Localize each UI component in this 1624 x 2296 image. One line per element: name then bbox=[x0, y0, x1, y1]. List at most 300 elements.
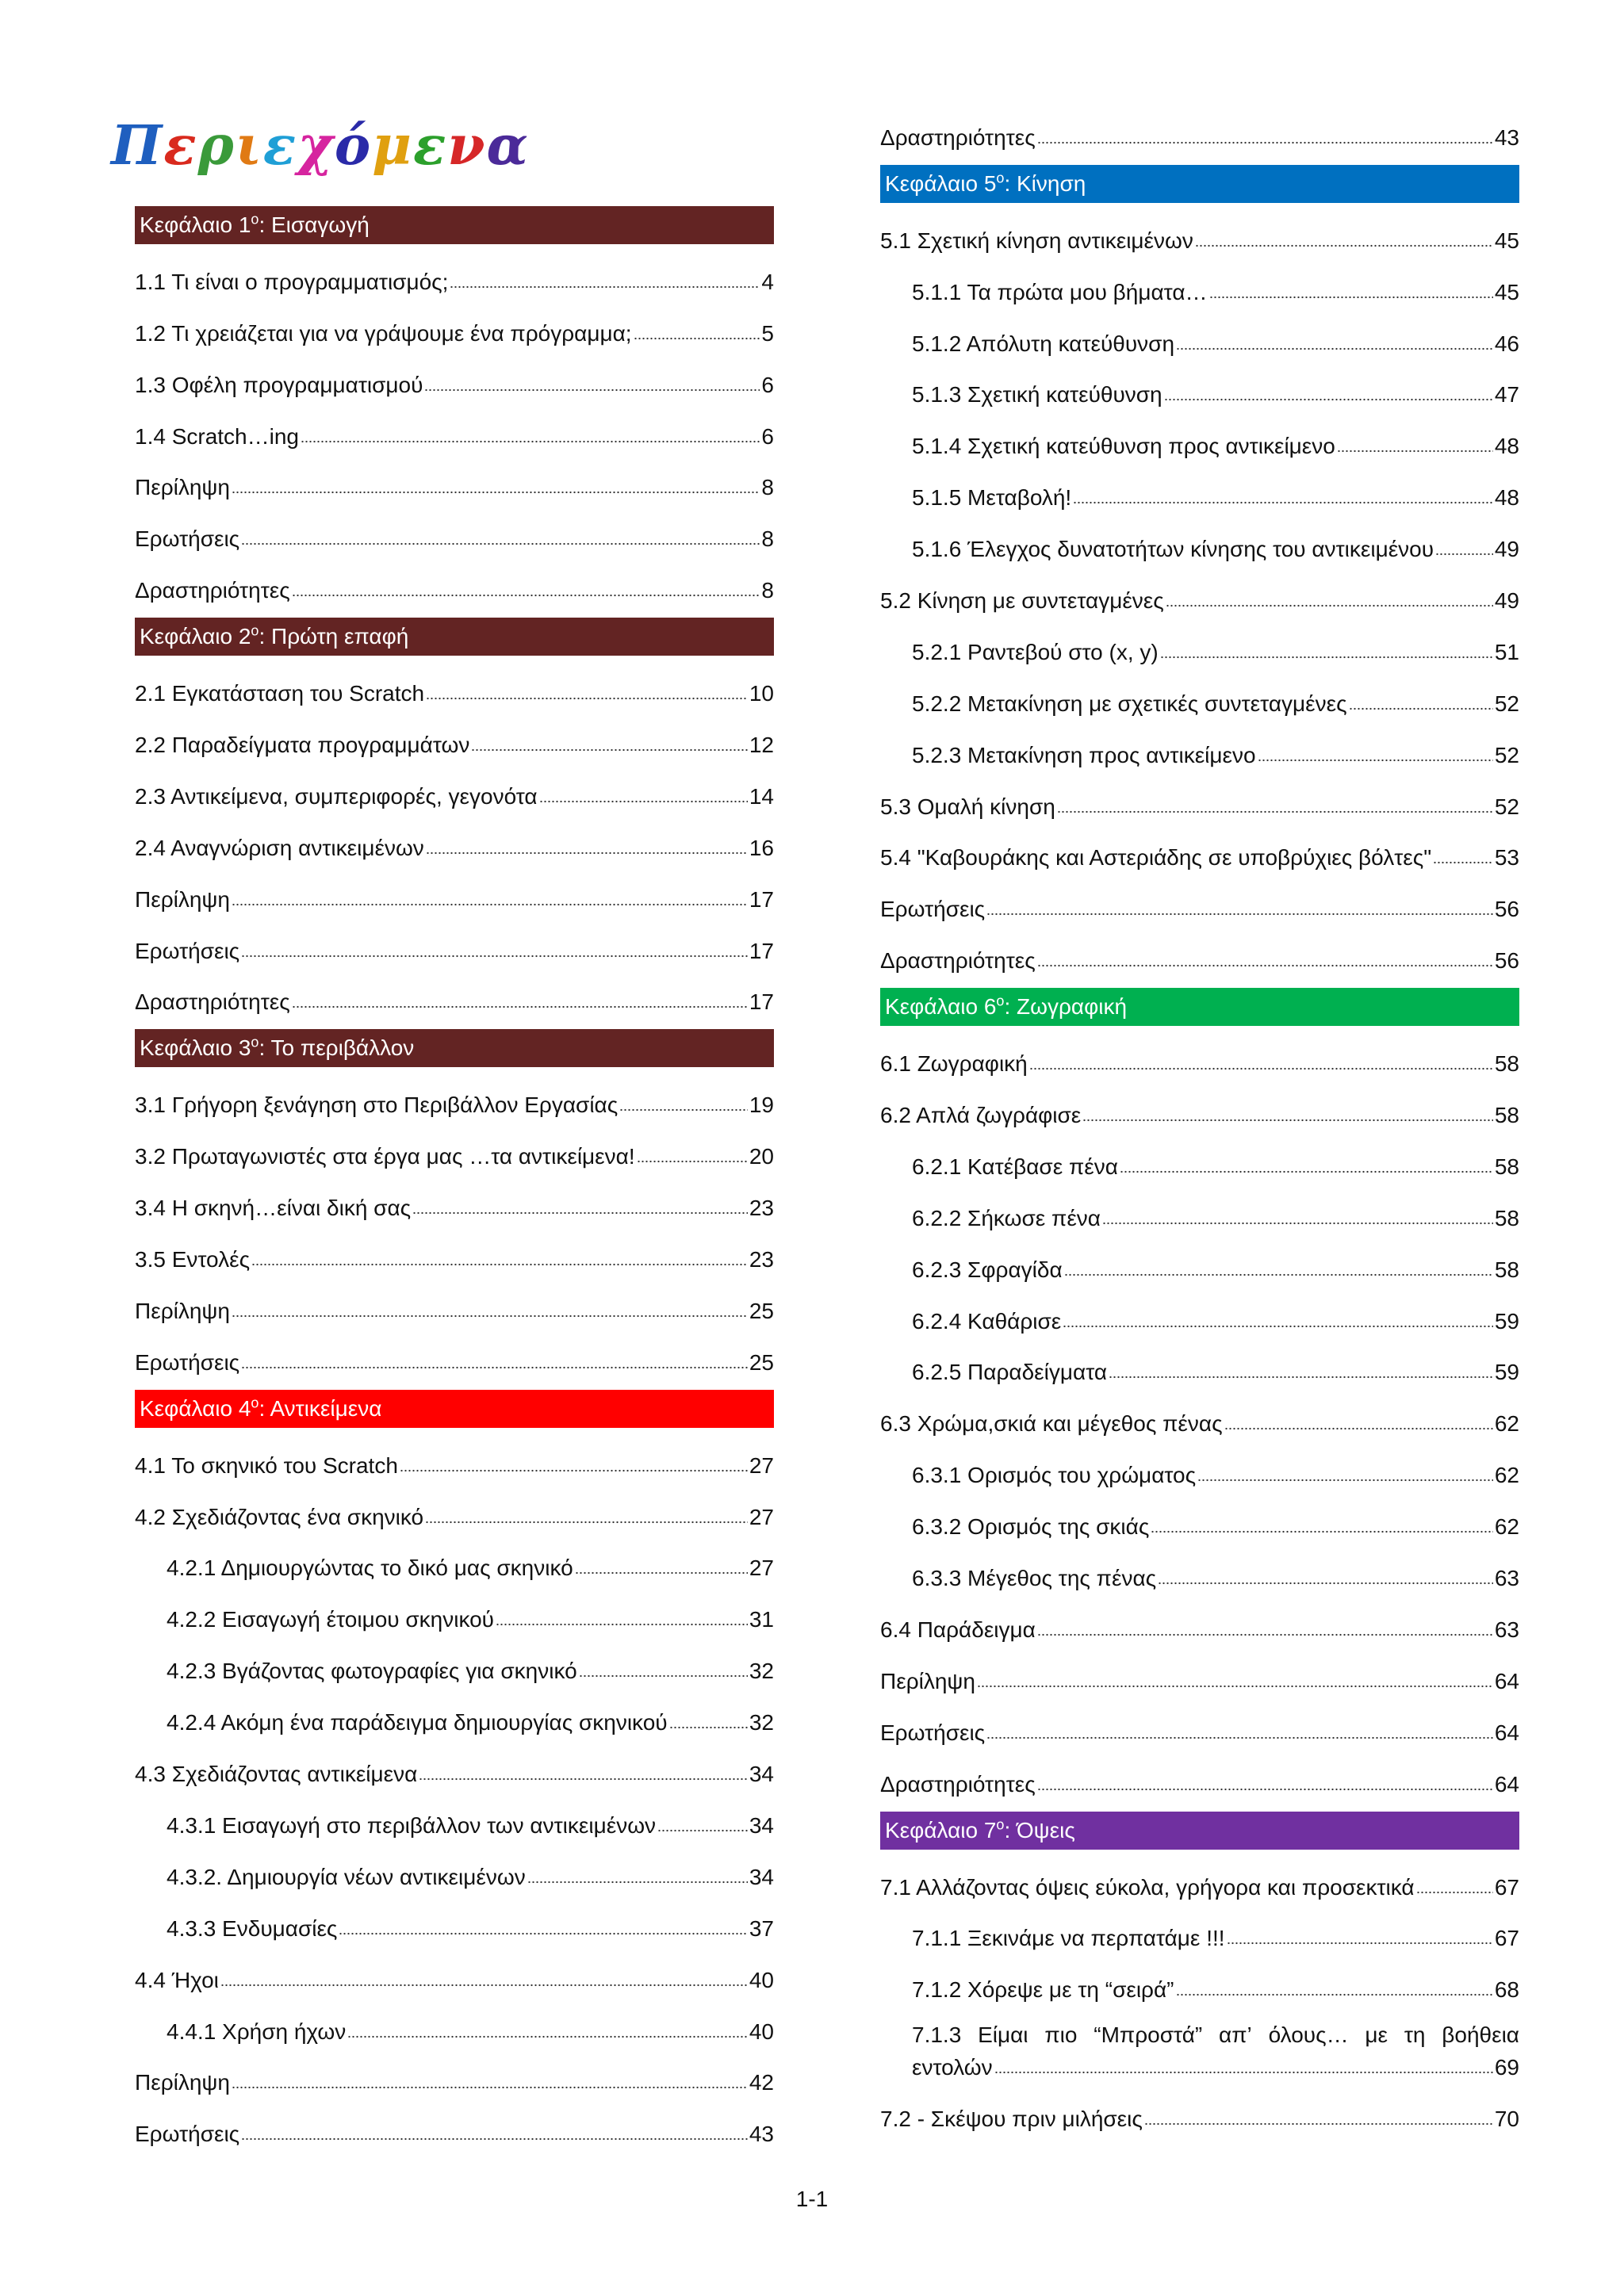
toc-page-number: 49 bbox=[1494, 588, 1519, 614]
dot-leader bbox=[619, 1108, 748, 1112]
toc-entry-text: 4.1 Το σκηνικό του Scratch bbox=[135, 1452, 398, 1478]
toc-entry-text: 7.1.2 Χόρεψε με τη “σειρά” bbox=[912, 1977, 1174, 2003]
dot-leader bbox=[1176, 1993, 1493, 1996]
dot-leader bbox=[634, 337, 760, 340]
toc-entry-text: 5.1.4 Σχετική κατεύθυνση προς αντικείμενο bbox=[912, 434, 1335, 459]
dot-leader bbox=[450, 285, 760, 289]
toc-page-number: 25 bbox=[749, 1349, 774, 1375]
toc-entry[interactable] bbox=[135, 1332, 774, 1383]
toc-entry-text: Ερωτήσεις bbox=[135, 1349, 240, 1375]
dot-leader bbox=[1435, 553, 1493, 556]
toc-entry-text: 3.1 Γρήγορη ξενάγηση στο Περιβάλλον Εργασίας bbox=[135, 1093, 619, 1118]
toc-entry[interactable] bbox=[880, 878, 1519, 930]
toc-entry[interactable] bbox=[880, 673, 1519, 725]
toc-entry[interactable] bbox=[880, 519, 1519, 570]
toc-page-number: 48 bbox=[1494, 434, 1519, 459]
toc-entry[interactable] bbox=[880, 1033, 1519, 1085]
toc-page-number: 56 bbox=[1494, 948, 1519, 974]
toc-page-number: 59 bbox=[1494, 1308, 1519, 1334]
dot-leader bbox=[539, 800, 748, 803]
dot-leader bbox=[1102, 1222, 1493, 1225]
chapter-title: : Εισαγωγή bbox=[259, 212, 370, 237]
toc-page-number: 31 bbox=[749, 1607, 774, 1632]
toc-entry[interactable] bbox=[135, 817, 774, 869]
dot-leader bbox=[1416, 1891, 1493, 1894]
toc-page-number: 32 bbox=[749, 1710, 774, 1735]
toc-entry-line bbox=[912, 2053, 1519, 2082]
toc-entry[interactable] bbox=[880, 1188, 1519, 1239]
title-letter: ό bbox=[334, 114, 373, 178]
dot-leader bbox=[1209, 296, 1493, 299]
toc-entry[interactable] bbox=[135, 508, 774, 560]
toc-page-number: 43 bbox=[749, 2122, 774, 2147]
toc-page-number: 58 bbox=[1494, 1257, 1519, 1282]
toc-entry-text: 4.2 Σχεδιάζοντας ένα σκηνικό bbox=[135, 1504, 424, 1529]
toc-entry-text: 6.3.1 Ορισμός του χρώματος bbox=[912, 1463, 1197, 1488]
toc-entry-text: Ερωτήσεις bbox=[880, 1720, 986, 1745]
toc-entry-word: όλους… bbox=[1268, 2022, 1349, 2048]
toc-entry-text: Δραστηριότητες bbox=[135, 578, 290, 603]
toc-entry-text: 5.2.2 Μετακίνηση με σχετικές συντεταγμένες bbox=[912, 691, 1347, 716]
title-letter: χ bbox=[297, 114, 335, 178]
dot-leader bbox=[1063, 1325, 1493, 1328]
dot-leader bbox=[1337, 450, 1493, 453]
toc-entry[interactable] bbox=[135, 1589, 774, 1640]
dot-leader bbox=[1082, 1119, 1493, 1122]
toc-entry[interactable] bbox=[880, 313, 1519, 365]
toc-entry[interactable] bbox=[880, 1702, 1519, 1754]
chapter-header bbox=[135, 618, 774, 656]
chapter-title: : Όψεις bbox=[1004, 1817, 1075, 1843]
toc-entry[interactable] bbox=[880, 930, 1519, 982]
toc-page-number: 51 bbox=[1494, 639, 1519, 664]
toc-entry-text: 5.1.5 Μεταβολή! bbox=[912, 485, 1072, 511]
toc-entry-text: Δραστηριότητες bbox=[880, 124, 1036, 150]
toc-entry[interactable] bbox=[135, 1229, 774, 1280]
toc-entry-text: 4.3.1 Εισαγωγή στο περιβάλλον των αντικειμένων bbox=[167, 1812, 657, 1838]
toc-entry-text: 4.2.4 Ακόμη ένα παράδειγμα δημιουργίας σκηνικού bbox=[167, 1710, 668, 1735]
dot-leader bbox=[1073, 501, 1493, 504]
toc-entry-text: Περίληψη bbox=[135, 886, 230, 912]
toc-entry[interactable] bbox=[135, 1692, 774, 1743]
toc-entry[interactable] bbox=[880, 1239, 1519, 1291]
toc-page-number: 40 bbox=[749, 2019, 774, 2044]
toc-page-number: 17 bbox=[749, 938, 774, 963]
chapter-title: : Πρώτη επαφή bbox=[259, 624, 409, 649]
toc-page-number: 63 bbox=[1494, 1566, 1519, 1591]
chapter-header bbox=[135, 1390, 774, 1428]
chapter-header bbox=[135, 1029, 774, 1067]
toc-entry[interactable] bbox=[880, 1496, 1519, 1548]
title-letter: μ bbox=[372, 114, 413, 178]
toc-entry[interactable] bbox=[135, 1640, 774, 1692]
toc-entry[interactable] bbox=[880, 107, 1519, 159]
toc-page-number: 62 bbox=[1494, 1411, 1519, 1437]
toc-entry-text: 4.4 Ήχοι bbox=[135, 1967, 219, 1992]
dot-leader bbox=[241, 2137, 748, 2141]
chapter-label: Κεφάλαιο 7 bbox=[885, 1817, 997, 1843]
chapter-label: Κεφάλαιο 6 bbox=[885, 994, 997, 1020]
chapter-title: : Ζωγραφική bbox=[1004, 994, 1128, 1020]
toc-entry-text: Δραστηριότητες bbox=[880, 1771, 1036, 1797]
toc-page-number: 34 bbox=[749, 1864, 774, 1889]
toc-page-number: 6 bbox=[761, 372, 774, 397]
dot-leader bbox=[1109, 1376, 1493, 1379]
chapter-header bbox=[880, 988, 1519, 1026]
toc-entry[interactable] bbox=[880, 262, 1519, 313]
dot-leader bbox=[575, 1571, 748, 1575]
toc-entry-text: 5.1.2 Απόλυτη κατεύθυνση bbox=[912, 331, 1175, 356]
dot-leader bbox=[424, 388, 760, 392]
toc-entry-text: 5.1.1 Τα πρώτα μου βήματα… bbox=[912, 279, 1208, 304]
toc-entry-text: Ερωτήσεις bbox=[880, 897, 986, 922]
dot-leader bbox=[232, 491, 760, 494]
toc-page-number: 23 bbox=[749, 1247, 774, 1272]
toc-entry[interactable] bbox=[880, 828, 1519, 879]
toc-page-number: 40 bbox=[749, 1967, 774, 1992]
toc-page-number: 49 bbox=[1494, 537, 1519, 562]
toc-entry[interactable] bbox=[135, 663, 774, 714]
toc-entry[interactable] bbox=[880, 1599, 1519, 1651]
dot-leader bbox=[400, 1469, 748, 1472]
title-letter: Π bbox=[111, 114, 164, 178]
toc-entry-text: 5.1.6 Έλεγχος δυνατοτήτων κίνησης του αντικειμένου bbox=[912, 537, 1434, 562]
toc-entry[interactable] bbox=[880, 776, 1519, 828]
toc-entry-text: 5.2 Κίνηση με συντεταγμένες bbox=[880, 588, 1164, 614]
toc-page-number: 62 bbox=[1494, 1514, 1519, 1540]
toc-entry-text: 2.2 Παραδείγματα προγραμμάτων bbox=[135, 733, 470, 758]
chapter-ordinal: ο bbox=[251, 622, 259, 639]
dot-leader bbox=[471, 748, 747, 752]
toc-page-number: 23 bbox=[749, 1196, 774, 1221]
toc-entry[interactable] bbox=[880, 1651, 1519, 1702]
dot-leader bbox=[1037, 1788, 1493, 1791]
toc-page-number: 27 bbox=[749, 1504, 774, 1529]
toc-entry[interactable] bbox=[135, 354, 774, 406]
toc-page-number: 27 bbox=[749, 1452, 774, 1478]
toc-page-number: 5 bbox=[761, 320, 774, 346]
toc-page-number: 14 bbox=[749, 783, 774, 809]
toc-entry[interactable] bbox=[135, 920, 774, 972]
dot-leader bbox=[1057, 810, 1493, 813]
toc-page-number: 16 bbox=[749, 835, 774, 860]
dot-leader bbox=[1176, 347, 1493, 350]
chapter-ordinal: ο bbox=[251, 1395, 259, 1411]
toc-entry-text: 1.3 Οφέλη προγραμματισμού bbox=[135, 372, 423, 397]
dot-leader bbox=[1258, 759, 1493, 762]
dot-leader bbox=[251, 1263, 748, 1266]
toc-entry[interactable] bbox=[880, 622, 1519, 673]
chapter-header bbox=[880, 1812, 1519, 1850]
toc-page-number: 58 bbox=[1494, 1103, 1519, 1128]
toc-entry-text: 6.2.5 Παραδείγματα bbox=[912, 1360, 1108, 1385]
toc-entry[interactable] bbox=[880, 1908, 1519, 1960]
dot-leader bbox=[241, 955, 748, 958]
toc-right-column bbox=[880, 0, 1519, 2140]
chapter-label: Κεφάλαιο 4 bbox=[140, 1395, 251, 1421]
toc-page-number: 63 bbox=[1494, 1617, 1519, 1642]
toc-entry[interactable] bbox=[880, 1754, 1519, 1805]
toc-entry-text: 4.3.2. Δημιουργία νέων αντικειμένων bbox=[167, 1864, 526, 1889]
toc-entry[interactable] bbox=[880, 415, 1519, 467]
toc-entry-text: 5.1.3 Σχετική κατεύθυνση bbox=[912, 382, 1162, 408]
toc-entry-text: 2.3 Αντικείμενα, συμπεριφορές, γεγονότα bbox=[135, 783, 538, 809]
toc-page-number: 58 bbox=[1494, 1205, 1519, 1230]
toc-entry[interactable] bbox=[135, 869, 774, 920]
toc-entry[interactable] bbox=[880, 1393, 1519, 1445]
dot-leader bbox=[1349, 707, 1493, 710]
toc-entry[interactable] bbox=[880, 2011, 1519, 2088]
toc-page-number: 17 bbox=[749, 886, 774, 912]
toc-entry-text: Περίληψη bbox=[880, 1668, 975, 1693]
dot-leader bbox=[1197, 1479, 1493, 1482]
dot-leader bbox=[1158, 1582, 1493, 1585]
dot-leader bbox=[1224, 1427, 1493, 1430]
toc-entry-text: 3.5 Εντολές bbox=[135, 1247, 251, 1272]
toc-entry-text: 4.2.1 Δημιουργώντας το δικό μας σκηνικό bbox=[167, 1556, 573, 1581]
toc-page-number: 37 bbox=[749, 1915, 774, 1941]
dot-leader bbox=[1144, 2122, 1493, 2126]
toc-page-number: 56 bbox=[1494, 897, 1519, 922]
toc-entry-text: 2.4 Αναγνώριση αντικειμένων bbox=[135, 835, 424, 860]
toc-entry[interactable] bbox=[135, 1280, 774, 1332]
toc-entry-text: 6.4 Παράδειγμα bbox=[880, 1617, 1036, 1642]
toc-entry-text: Δραστηριότητες bbox=[880, 948, 1036, 974]
toc-entry-word: βοήθεια bbox=[1442, 2022, 1519, 2048]
dot-leader bbox=[1120, 1170, 1493, 1173]
toc-entry[interactable] bbox=[880, 1291, 1519, 1342]
toc-page-number: 6 bbox=[761, 423, 774, 449]
toc-entry-text: 5.1 Σχετική κίνηση αντικειμένων bbox=[880, 228, 1193, 253]
toc-entry-text: 7.2 - Σκέψου πριν μιλήσεις bbox=[880, 2107, 1143, 2132]
toc-page-number: 53 bbox=[1494, 845, 1519, 871]
toc-entry-text: 5.3 Ομαλή κίνηση bbox=[880, 794, 1055, 819]
toc-entry[interactable] bbox=[135, 406, 774, 457]
dot-leader bbox=[1064, 1273, 1493, 1276]
toc-entry-text: 2.1 Εγκατάσταση του Scratch bbox=[135, 681, 425, 706]
page-number: 1-1 bbox=[795, 2187, 829, 2211]
dot-leader bbox=[412, 1211, 748, 1215]
toc-entry[interactable] bbox=[135, 1487, 774, 1538]
toc-entry-text: 6.3.3 Μέγεθος της πένας bbox=[912, 1566, 1157, 1591]
toc-page-number: 45 bbox=[1494, 279, 1519, 304]
toc-page-number: 8 bbox=[761, 526, 774, 552]
toc-entry[interactable] bbox=[135, 1126, 774, 1177]
dot-leader bbox=[496, 1623, 748, 1626]
title-letter: ν bbox=[447, 114, 487, 178]
chapter-header bbox=[880, 165, 1519, 203]
dot-leader bbox=[347, 2035, 748, 2038]
toc-page-number: 8 bbox=[761, 578, 774, 603]
dot-leader bbox=[301, 440, 760, 443]
toc-entry[interactable] bbox=[135, 457, 774, 509]
toc-page-number: 47 bbox=[1494, 382, 1519, 408]
toc-entry[interactable] bbox=[135, 1795, 774, 1846]
toc-entry[interactable] bbox=[135, 2053, 774, 2104]
dot-leader bbox=[220, 1984, 748, 1987]
dot-leader bbox=[1195, 244, 1493, 247]
toc-page-number: 64 bbox=[1494, 1771, 1519, 1797]
toc-page-number: 20 bbox=[749, 1144, 774, 1169]
toc-entry-text: 1.4 Scratch…ing bbox=[135, 423, 299, 449]
toc-page-number: 52 bbox=[1494, 794, 1519, 819]
toc-entry-word: τη bbox=[1404, 2022, 1426, 2048]
toc-entry-text: 6.3.2 Ορισμός της σκιάς bbox=[912, 1514, 1150, 1540]
toc-entry-text: Ερωτήσεις bbox=[135, 526, 240, 552]
dot-leader bbox=[527, 1881, 748, 1884]
toc-page-number: 34 bbox=[749, 1762, 774, 1787]
toc-page-number: 69 bbox=[1494, 2055, 1519, 2080]
title-letter: ι bbox=[235, 114, 263, 178]
dot-leader bbox=[232, 903, 748, 906]
toc-page-number: 64 bbox=[1494, 1720, 1519, 1745]
toc-entry[interactable] bbox=[135, 1538, 774, 1590]
dot-leader bbox=[669, 1726, 748, 1729]
toc-entry[interactable] bbox=[880, 1342, 1519, 1394]
title-letter: ε bbox=[163, 114, 198, 178]
toc-entry[interactable] bbox=[880, 1445, 1519, 1496]
toc-page-number: 17 bbox=[749, 989, 774, 1015]
toc-page-number: 32 bbox=[749, 1659, 774, 1684]
toc-entry-text: 4.3 Σχεδιάζοντας αντικείμενα bbox=[135, 1762, 418, 1787]
toc-entry[interactable] bbox=[135, 1177, 774, 1229]
toc-entry[interactable] bbox=[880, 1857, 1519, 1908]
dot-leader bbox=[292, 1005, 748, 1008]
dot-leader bbox=[425, 1521, 748, 1524]
dot-leader bbox=[1160, 656, 1493, 659]
toc-entry-text: 7.1 Αλλάζοντας όψεις εύκολα, γρήγορα και προσεκτικά bbox=[880, 1874, 1415, 1900]
toc-entry[interactable] bbox=[880, 1136, 1519, 1188]
toc-entry-text: 6.2 Απλά ζωγράφισε bbox=[880, 1103, 1082, 1128]
dot-leader bbox=[241, 542, 760, 545]
toc-page-number: 68 bbox=[1494, 1977, 1519, 2003]
chapter-title: : Κίνηση bbox=[1004, 170, 1086, 196]
title-letter: ρ bbox=[197, 114, 236, 178]
toc-page-number: 64 bbox=[1494, 1668, 1519, 1693]
toc-entry[interactable] bbox=[880, 1548, 1519, 1599]
toc-page-number: 48 bbox=[1494, 485, 1519, 511]
toc-entry-word: Είμαι bbox=[978, 2022, 1028, 2048]
toc-entry-word: πιο bbox=[1044, 2022, 1078, 2048]
toc-entry[interactable] bbox=[135, 2103, 774, 2155]
toc-page-number: 25 bbox=[749, 1298, 774, 1323]
chapter-title: : Αντικείμενα bbox=[259, 1395, 382, 1421]
toc-entry[interactable] bbox=[135, 251, 774, 303]
toc-entry[interactable] bbox=[135, 1743, 774, 1795]
toc-entry-text: 6.2.3 Σφραγίδα bbox=[912, 1257, 1063, 1282]
toc-entry[interactable] bbox=[880, 1085, 1519, 1136]
toc-entry-word: με bbox=[1365, 2022, 1388, 2048]
dot-leader bbox=[986, 913, 1493, 916]
toc-entry-text: Περίληψη bbox=[135, 1298, 230, 1323]
toc-page-number: 45 bbox=[1494, 228, 1519, 253]
toc-entry[interactable] bbox=[880, 725, 1519, 776]
toc-entry-text: 6.3 Χρώμα,σκιά και μέγεθος πένας bbox=[880, 1411, 1223, 1437]
chapter-label: Κεφάλαιο 2 bbox=[140, 624, 251, 649]
toc-page-number: 46 bbox=[1494, 331, 1519, 356]
toc-entry[interactable] bbox=[880, 365, 1519, 416]
toc-entry[interactable] bbox=[135, 560, 774, 611]
toc-entry-text: 1.2 Τι χρειάζεται για να γράψουμε ένα πρόγραμμα; bbox=[135, 320, 632, 346]
toc-entry[interactable] bbox=[880, 210, 1519, 262]
toc-entry-text: 4.4.1 Χρήση ήχων bbox=[167, 2019, 347, 2044]
dot-leader bbox=[292, 594, 760, 597]
toc-page-number: 59 bbox=[1494, 1360, 1519, 1385]
dot-leader bbox=[426, 851, 748, 855]
dot-leader bbox=[241, 1366, 748, 1369]
toc-entry-text: 5.4 "Καβουράκης και Αστεριάδης σε υποβρύχιες βόλτες" bbox=[880, 845, 1432, 871]
chapter-ordinal: ο bbox=[996, 993, 1005, 1009]
toc-page-number: 70 bbox=[1494, 2107, 1519, 2132]
toc-entry[interactable] bbox=[135, 1435, 774, 1487]
toc-entry[interactable] bbox=[135, 2001, 774, 2053]
toc-entry[interactable] bbox=[880, 2088, 1519, 2140]
toc-entry-text: 4.2.2 Εισαγωγή έτοιμου σκηνικού bbox=[167, 1607, 494, 1632]
dot-leader bbox=[977, 1685, 1493, 1688]
toc-entry-text: εντολών bbox=[912, 2055, 993, 2080]
toc-entry-text: 1.1 Τι είναι ο προγραμματισμός; bbox=[135, 269, 449, 294]
dot-leader bbox=[579, 1674, 748, 1678]
dot-leader bbox=[426, 697, 748, 700]
dot-leader bbox=[232, 2086, 748, 2089]
toc-entry[interactable] bbox=[880, 467, 1519, 519]
chapter-ordinal: ο bbox=[251, 1035, 259, 1051]
toc-entry[interactable] bbox=[135, 714, 774, 766]
dot-leader bbox=[657, 1829, 748, 1832]
toc-page-number: 8 bbox=[761, 475, 774, 500]
dot-leader bbox=[1164, 398, 1493, 401]
toc-entry[interactable] bbox=[135, 1950, 774, 2001]
toc-page-number: 58 bbox=[1494, 1051, 1519, 1077]
toc-entry[interactable] bbox=[135, 766, 774, 817]
toc-page-number: 58 bbox=[1494, 1154, 1519, 1179]
toc-entry[interactable] bbox=[880, 570, 1519, 622]
toc-entry-text: Ερωτήσεις bbox=[135, 938, 240, 963]
toc-entry-text: 6.2.4 Καθάρισε bbox=[912, 1308, 1062, 1334]
chapter-label: Κεφάλαιο 1 bbox=[140, 212, 251, 237]
toc-entry[interactable] bbox=[135, 1898, 774, 1950]
toc-entry-word: “Μπροστά” bbox=[1094, 2022, 1203, 2048]
toc-entry[interactable] bbox=[135, 303, 774, 354]
toc-page-number: 52 bbox=[1494, 691, 1519, 716]
toc-page-number: 43 bbox=[1494, 124, 1519, 150]
dot-leader bbox=[1037, 141, 1493, 144]
chapter-ordinal: ο bbox=[996, 170, 1005, 186]
toc-entry-text: 4.3.3 Ενδυμασίες bbox=[167, 1915, 338, 1941]
toc-entry-text: Δραστηριότητες bbox=[135, 989, 290, 1015]
toc-page-number: 34 bbox=[749, 1812, 774, 1838]
toc-entry[interactable] bbox=[135, 1846, 774, 1898]
toc-page-number: 52 bbox=[1494, 742, 1519, 767]
toc-entry[interactable] bbox=[880, 1959, 1519, 2011]
toc-entry-text: 4.2.3 Βγάζοντας φωτογραφίες για σκηνικό bbox=[167, 1659, 577, 1684]
toc-page-number: 4 bbox=[761, 269, 774, 294]
title-letter: α bbox=[486, 114, 530, 178]
chapter-title: : Το περιβάλλον bbox=[259, 1035, 415, 1061]
dot-leader bbox=[994, 2071, 1493, 2074]
chapter-ordinal: ο bbox=[251, 211, 259, 228]
toc-left-column bbox=[135, 0, 774, 2155]
toc-entry[interactable] bbox=[135, 972, 774, 1024]
toc-entry-text: 3.2 Πρωταγωνιστές στα έργα μας …τα αντικείμενα! bbox=[135, 1144, 635, 1169]
toc-page-number: 67 bbox=[1494, 1874, 1519, 1900]
toc-entry-text: 6.2.1 Κατέβασε πένα bbox=[912, 1154, 1118, 1179]
toc-entry[interactable] bbox=[135, 1074, 774, 1126]
toc-entry-text: Περίληψη bbox=[135, 475, 230, 500]
toc-entry-line bbox=[912, 2017, 1519, 2053]
chapter-header bbox=[135, 206, 774, 244]
chapter-label: Κεφάλαιο 3 bbox=[140, 1035, 251, 1061]
